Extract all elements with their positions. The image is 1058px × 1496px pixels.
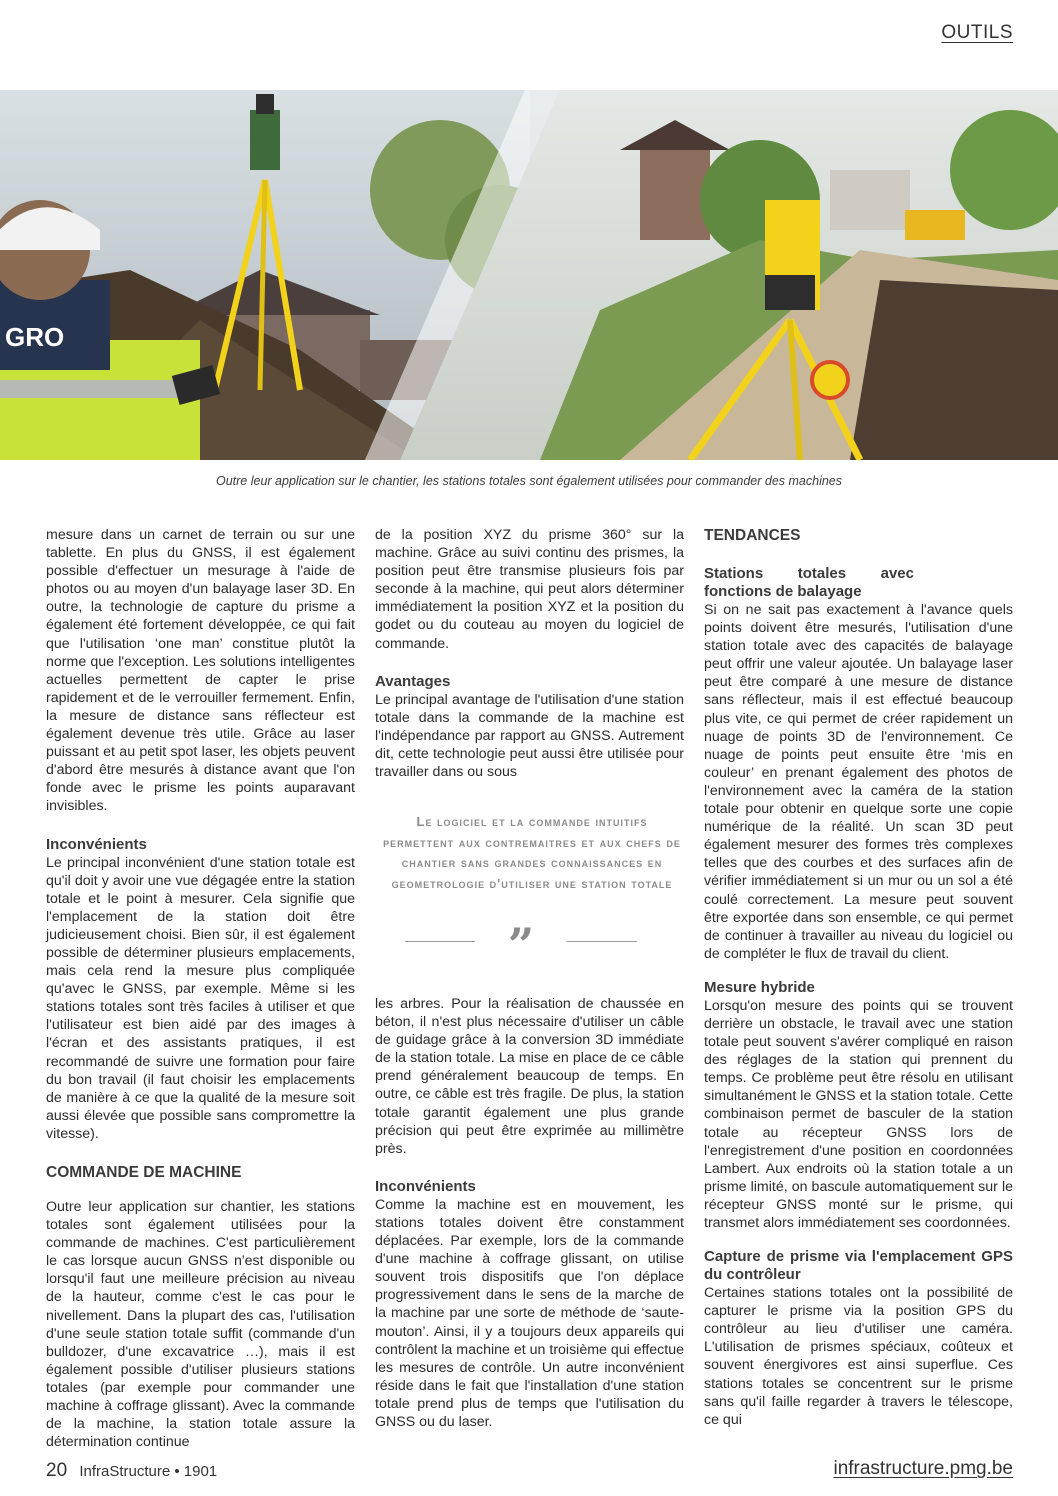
excavator	[905, 210, 965, 240]
col2-paragraph-4: Comme la machine est en mouvement, les stations totales doivent être constamment déplacées. Par exemple, lors de la commande d'une machine à coffrage glissant, on utilise souvent trois dispositifs que l'on déplace progressivement dans le sens de la marche de la machine par une sorte de méthode de ‘saute-mouton’. Ainsi, il y a toujours deux appareils qui contrôlent la machine et un troisième qui effectue les mesures de contrôle. Un autre inconvénient réside dans le fait que l'installation d'une station totale prend plus de temps que l'utilisation du GNSS ou du laser.	[375, 1196, 684, 1430]
column-3	[704, 526, 1013, 1429]
col1-paragraph-3: Outre leur application sur chantier, les stations totales sont également utilisées pour la commande de machines. C'est particulièrement le cas lorsque aucun GNSS n'est disponible ou lorsqu'il faut une meilleure précision au niveau de la hauteur, comme c'est le cas pour le nivellement. Dans la plupart des cas, l'utilisation d'une seule station totale suffit (commande d'un bulldozer, d'une excavatrice …), mais il est également possible d'utiliser plusieurs stations totales (par exemple pour commander une machine à coffrage glissant). Avec la commande de la machine, la station totale assure la détermination continue	[46, 1199, 355, 1451]
footer-publication	[46, 1460, 217, 1482]
website-link[interactable]: infrastructure.pmg.be	[833, 1458, 1013, 1479]
pull-quote: Le logiciel et la commande intuitifs permettent aux contremaitres et aux chefs de chantier sans grandes connaissances en geometrologie d'utiliser une station totale	[383, 814, 681, 891]
col3-paragraph-1: Si on ne sait pas exactement à l'avance quels points doivent être mesurés, l'utilisation d'une station totale avec des capacités de balayage peut offrir une valeur ajoutée. Un balayage laser peut être comparé à une mesure de distance sans réflecteur, mais il est effectué beaucoup plus vite, ce qui permet de créer rapidement un nuage de points 3D de l'environnement. Ce nuage de points peut ensuite être ‘mis en couleur’ en prenant également des photos de l'environnement avec la caméra de la station totale pour obtenir en quelque sorte une copie numérique de la réalité. Un scan 3D peut également mesurer des formes très complexes telles que des courbes et des surfaces afin de vérifier immédiatement si un mur ou un sol a été coulé correctement. La mesure peut souvent être exportée dans son ensemble, ce qui permet de continuer à travailler au niveau du logiciel ou de compléter le flux de travail du client.	[704, 602, 1013, 962]
col3-paragraph-3: Certaines stations totales ont la possibilité de capturer le prisme via la position GPS du contrôleur au lieu d'utiliser une caméra. L'utilisation de prismes spéciaux, coûteux et souvent énergivores est ainsi superflue. Ces stations totales se concentrent sur le prisme sans qu'il faille regarder à travers le télescope, ce qui	[704, 1285, 1013, 1428]
col2-paragraph-2: Le principal avantage de l'utilisation d'une station totale dans la commande de la machine est l'indépendance par rapport au GNSS. Autrement dit, cette technologie peut aussi être utilisée pour travailler dans ou sous	[375, 691, 684, 781]
section-label: OUTILS	[941, 22, 1013, 43]
col1-paragraph-1: mesure dans un carnet de terrain ou sur une tablette. En plus du GNSS, il est également possible d'effectuer un mesurage à l'aide de photos ou au moyen d'un balayage laser 3D. En outre, la technologie de capture du prisme a également été fortement développée, ce qui fait que l'utilisation ‘one man’ constitue plutôt la norme que l'exception. Les solutions intelligentes actuelles permettent de capter le prise rapidement et de le verrouiller fermement. Enfin, la mesure de distance sans réflecteur est également devenue très utile. Grâce au laser puissant et au petit spot laser, les objets peuvent d'abord être mesurés à distance avant que l'on fonde avec le prisme les points auparavant invisibles.	[46, 527, 355, 815]
quote-mark-icon: ”	[507, 918, 535, 972]
col2-heading-avantages: Avantages	[375, 672, 451, 690]
col3-paragraph-2: Lorsqu'on mesure des points qui se trouvent derrière un obstacle, le travail avec une station totale peut souvent s'avérer compliqué en raison des réglages de la station qui prennent du temps. Ce problème peut être résolu en utilisant simultanément le GNSS et la station totale. Cette combinaison permet de basculer de la station totale au récepteur GNSS lors de l'enregistrement d'une position en coordonnées Lambert. Aux endroits où la station totale a un prisme limité, on bascule automatiquement sur le récepteur GNSS monté sur le prisme, qui transmet alors immédiatement ses coordonnées.	[704, 997, 1013, 1231]
publication-name: InfraStructure • 1901	[79, 1463, 218, 1480]
header-photo	[0, 90, 1058, 460]
col2-heading-inconvenients: Inconvénients	[375, 1177, 476, 1195]
col2-paragraph-3: les arbres. Pour la réalisation de chaussée en béton, il n'est plus nécessaire d'utiliser un câble de guidage grâce à la conversion 3D immédiate de la station totale. La mise en place de ce câble prend généralement beaucoup de temps. En outre, ce câble est très fragile. De plus, la station totale garantit également une plus grande précision qui peut être exprimée au millimètre près.	[375, 996, 684, 1157]
col3-heading-tendances: TENDANCES	[704, 527, 801, 544]
soil-right	[850, 280, 1058, 460]
vest-text: GRO	[5, 322, 65, 352]
col3-heading-stations: Stations totales avec fonctions de balayage	[704, 565, 914, 600]
photo-caption: Outre leur application sur le chantier, les stations totales sont également utilisées pour commander des machines	[215, 474, 843, 488]
column-2-bottom	[375, 995, 684, 1431]
col1-paragraph-2: Le principal inconvénient d'une station totale est qu'il doit y avoir une vue dégagée entre la station totale et le point à mesurer. Cela signifie que l'emplacement de la station doit être judicieusement choisi. Bien sûr, il est également possible de déterminer plusieurs emplacements, mais cela rend la mesure plus compliquée qu'avec le GNSS, par exemple. Même si les stations totales sont très faciles à utiliser et que l'utilisateur est bien aidé par des images à l'écran et des assistants pratiques, il est recommandé de suivre une formation pour faire du bon travail (il faut choisir les emplacements de manière à ce que la qualité de la mesure soit aussi élevée que possible sans compromettre la vitesse).	[46, 854, 355, 1142]
total-station-left	[250, 110, 280, 170]
photo-illustration	[0, 90, 1058, 460]
page-number: 20	[46, 1460, 68, 1481]
col2-paragraph-1: de la position XYZ du prisme 360° sur la machine. Grâce au suivi continu des prismes, la position peut être transmise plusieurs fois par seconde à la machine, qui peut alors déterminer immédiatement la position XYZ et la position du godet ou du couteau au moyen du logiciel de commande.	[375, 527, 684, 652]
col1-heading-inconvenients: Inconvénients	[46, 835, 147, 853]
quote-rule-right	[567, 941, 637, 942]
col3-heading-capture: Capture de prisme via l'emplacement GPS du contrôleur	[704, 1248, 1013, 1284]
pull-quote-ornament	[405, 918, 637, 972]
column-2-top	[375, 526, 684, 781]
col1-heading-commande: COMMANDE DE MACHINE	[46, 1164, 242, 1181]
column-1	[46, 526, 355, 1451]
col3-heading-hybride: Mesure hybride	[704, 978, 815, 996]
